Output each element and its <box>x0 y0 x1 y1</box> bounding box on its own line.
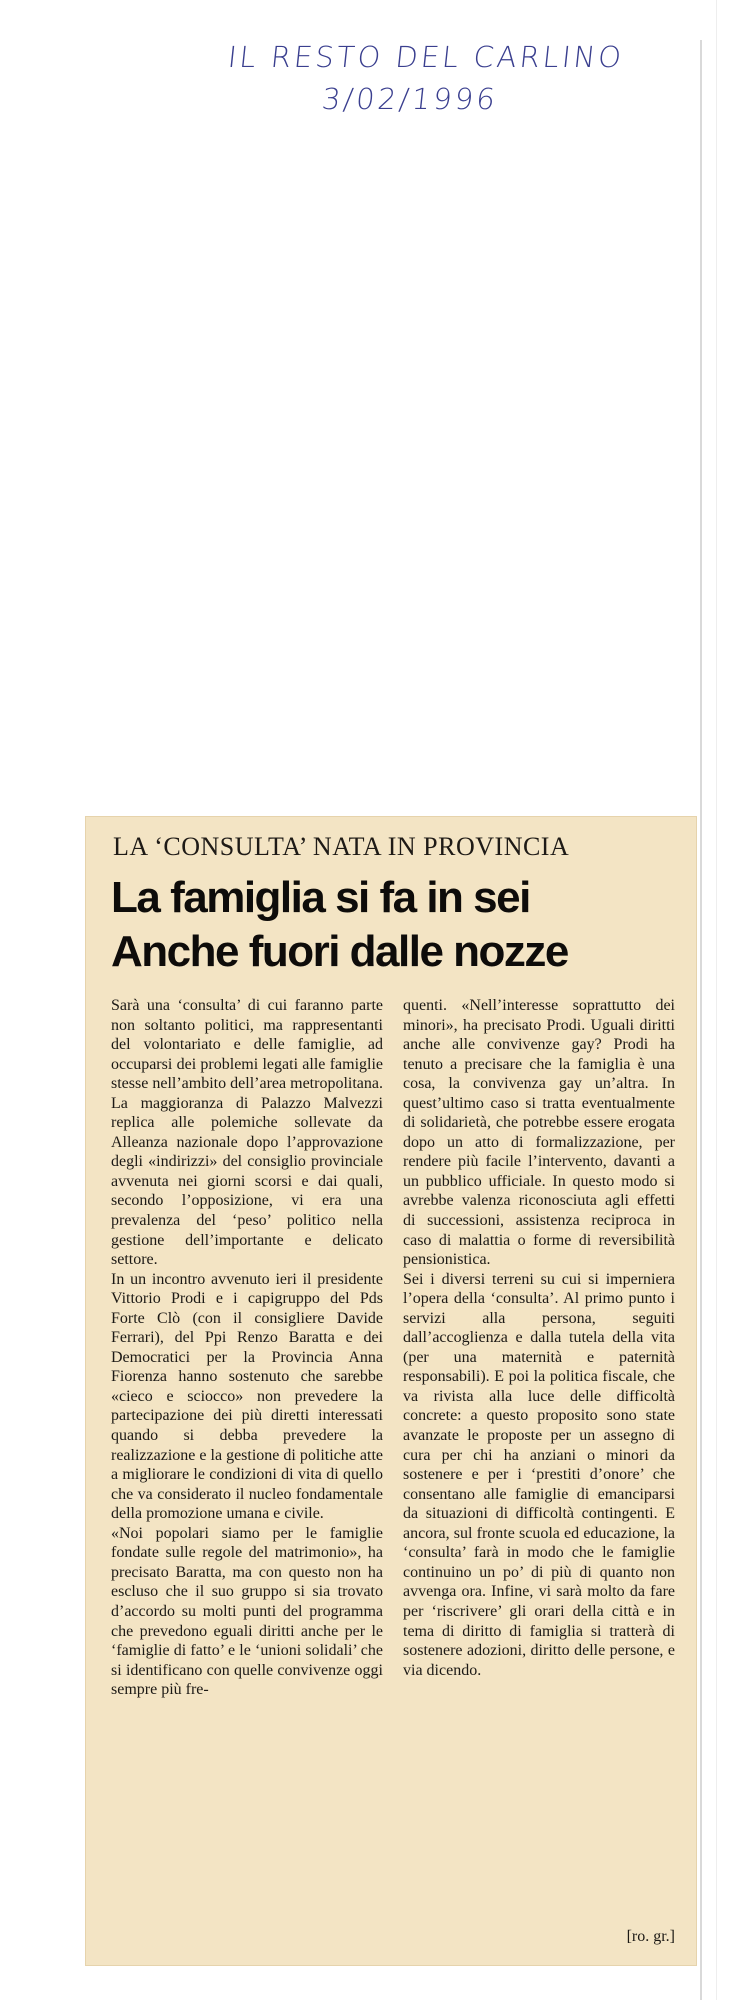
headline-line-1: La famiglia si fa in sei <box>111 873 530 922</box>
article-column-left <box>111 996 383 1700</box>
article-paragraph: In un incontro avvenuto ieri il presidente Vittorio Prodi e i capigruppo del Pds Forte Clò (con il consigliere Davide Ferrari), del Ppi Renzo Baratta e dei Democratici per la Provincia Anna Fiorenza hanno sostenuto che sarebbe «cieco e sciocco» non prevedere la partecipazione dei più diretti interessati quando si debba prevedere la realizzazione e la gestione di politiche atte a migliorare le condizioni di vita di quello che va considerato il nucleo fondamentale della promozione umana e civile. <box>111 1270 383 1523</box>
page-edge <box>700 40 702 2000</box>
article-column-right <box>403 996 675 1680</box>
author-signature: [ro. gr.] <box>626 1928 675 1945</box>
page-edge-outer <box>716 0 717 2000</box>
article-paragraph: «Noi popolari siamo per le famiglie fondate sulle regole del matrimonio», ha precisato Baratta, ma con questo non ha escluso che il suo gruppo si sia trovato d’accordo su molti punti del programma che prevedono eguali diritti anche per le ‘famiglie di fatto’ e le ‘unioni solidali’ che si identificano con quelle convivenze oggi sempre più fre- <box>111 1524 383 1699</box>
headline-line-2: Anche fuori dalle nozze <box>111 927 568 976</box>
handwritten-date: 3/02/1996 <box>320 82 500 116</box>
article-paragraph: quenti. «Nell’interesse soprattutto dei minori», ha precisato Prodi. Uguali diritti anche alle convivenze gay? Prodi ha tenuto a precisare che la famiglia è una cosa, la convivenza gay un’altra. In quest’ultimo caso si tratta eventualmente di solidarietà, che potrebbe essere erogata dopo un atto di formalizzazione, per rendere più facile l’intervento, davanti a un pubblico ufficiale. In questo modo si avrebbe valenza riconosciuta agli effetti di successioni, assistenza reciproca in caso di malattia o forme di reversibilità pensionistica. <box>403 997 675 1269</box>
article-paragraph: Sarà una ‘consulta’ di cui faranno parte non soltanto politici, ma rappresentanti del volontariato e delle famiglie, ad occuparsi dei problemi legati alle famiglie stesse nell’ambito dell’area metropolitana. La maggioranza di Palazzo Malvezzi replica alle polemiche sollevate da Alleanza nazionale dopo l’approvazione degli «indirizzi» del consiglio provinciale avvenuta nei giorni scorsi e dai quali, secondo l’opposizione, vi era una prevalenza del ‘peso’ politico nella gestione dell’importante e delicato settore. <box>111 997 383 1269</box>
newspaper-clipping <box>85 816 697 1966</box>
article-kicker: LA ‘CONSULTA’ NATA IN PROVINCIA <box>113 832 570 861</box>
article-paragraph: Sei i diversi terreni su cui si imperniera l’opera della ‘consulta’. Al primo punto i servizi alla persona, seguiti dall’accoglienza e dalla tutela della vita (per una maternità e paternità responsabili). E poi la politica fiscale, che va rivista alla luce delle difficoltà concrete: a questo proposito sono state avanzate le proposte per un assegno di cura per chi ha anziani o minori da sostenere e per i ‘prestiti d’onore’ che consentano alle famiglie di emanciparsi da situazioni di difficoltà contingenti. E ancora, sul fronte scuola ed educazione, la ‘consulta’ farà in modo che le famiglie continuino un po’ di più di quanto non avvenga ora. Infine, vi sarà molto da fare per ‘riscrivere’ gli orari della città e in tema di diritto di famiglia si tratterà di sostenere adozioni, diritto delle persone, e via dicendo. <box>403 1270 675 1679</box>
handwritten-newspaper-name: IL RESTO DEL CARLINO <box>226 40 626 74</box>
